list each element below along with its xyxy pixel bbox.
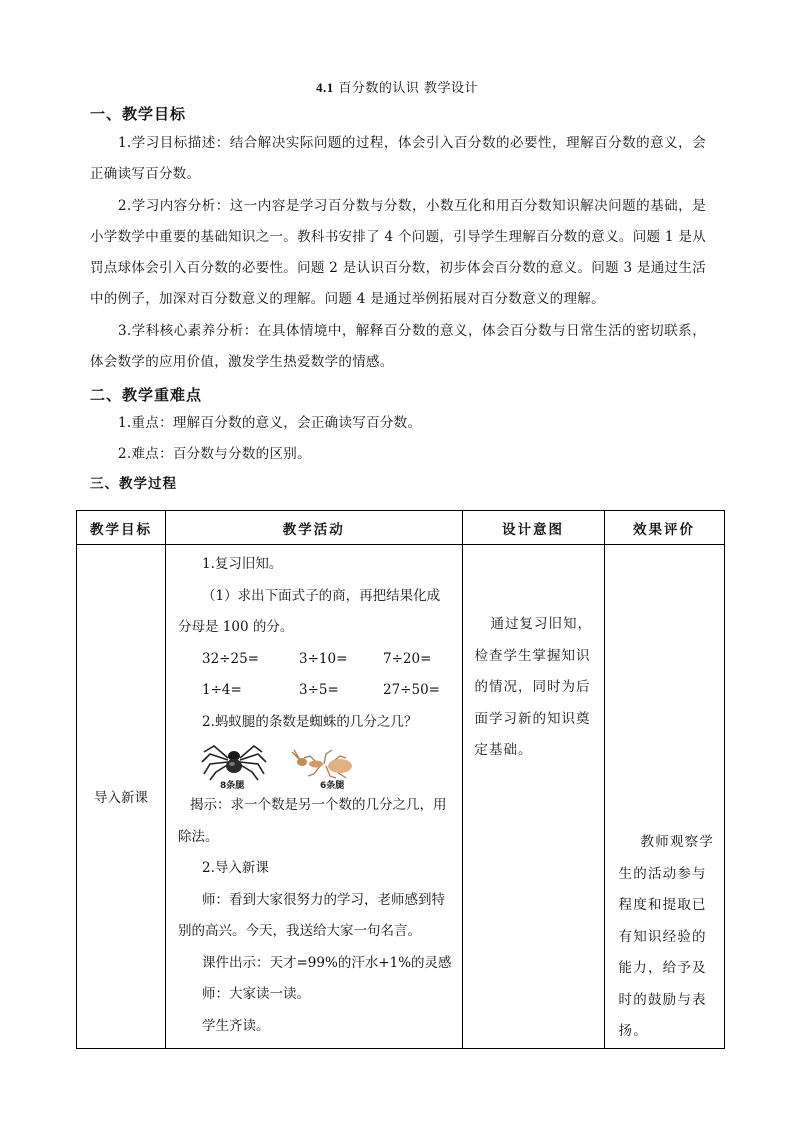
courseware-line: 课件出示：天才=99%的汗水+1%的灵感 [202,954,452,971]
calc-row-2 [178,675,452,707]
difficulty-paragraph: 2.难点：百分数与分数的区别。 [118,446,311,462]
calc-item: 27÷50= [383,682,440,698]
calc-item: 3÷5= [299,682,339,698]
spider-image [202,746,266,790]
question-2: 2.蚂蚁腿的条数是蜘蛛的几分之几？ [202,713,418,730]
teacher-line-2: 师：大家读一读。 [202,986,310,1002]
header-activity: 教学活动 [166,511,463,545]
evaluation-text: 教师观察学生的活动参与程度和提取已有知识经验的能力，给予及时的鼓励与表扬。 [618,834,715,1039]
header-goal: 教学目标 [77,511,166,545]
intro-label: 2.导入新课 [202,860,269,876]
goal-cell [77,545,166,1049]
title-number: 4.1 [315,80,334,95]
calc-item: 32÷25= [202,650,259,667]
spider-label: 8条腿 [220,781,245,790]
spider-ant-svg [200,738,380,790]
calc-item: 7÷20= [383,650,432,667]
section-heading-goals: 一、教学目标 [90,105,187,123]
title-text: 百分数的认识 教学设计 [338,81,479,96]
ant-image [292,750,352,790]
reveal-text: 揭示：求一个数是另一个数的几分之几，用除法。 [178,797,447,845]
teacher-line-1: 师：看到大家很努力的学习，老师感到特别的高兴。今天，我送给大家一句名言。 [178,891,445,939]
activity-cell [166,545,463,1049]
document-title [0,77,794,96]
section-heading-process: 三、教学过程 [90,476,177,492]
evaluation-cell [604,545,724,1049]
intent-text: 通过复习旧知，检查学生掌握知识的情况，同时为后面学习新的知识奠定基础。 [474,616,593,758]
calc-row-1 [178,644,452,676]
calc-item: 1÷4= [202,682,242,698]
header-evaluation: 效果评价 [604,511,724,545]
ant-label: 6条腿 [320,781,345,790]
goal-text: 导入新课 [94,790,148,807]
key-point-paragraph: 1.重点：理解百分数的意义，会正确读写百分数。 [118,415,422,431]
spider-ant-illustration [178,738,452,790]
goal-paragraph-1: 1.学习目标描述：结合解决实际问题的过程，体会引入百分数的必要性，理解百分数的意义，会正确读写百分数。 [90,135,706,182]
students-line: 学生齐读。 [202,1017,270,1034]
section-heading-key-points: 二、教学重难点 [90,386,203,404]
teaching-process-table [76,510,725,1049]
intent-cell [462,545,604,1049]
goal-paragraph-3: 3.学科核心素养分析：在具体情境中，解释百分数的意义，体会百分数与日常生活的密切联系，体会数学的应用价值，激发学生热爱数学的情感。 [90,323,706,370]
header-intent: 设计意图 [462,511,604,545]
question-1: （1）求出下面式子的商，再把结果化成分母是 100 的分。 [178,587,441,635]
goal-paragraph-2: 2.学习内容分析：这一内容是学习百分数与分数，小数互化和用百分数知识解决问题的基础，是小学数学中重要的基础知识之一。教科书安排了 4 个问题，引导学生理解百分数的意义。问题 1 是从罚点球体会引入百分数的必要性。问题 2 是认识百分数，初步体会百分数的意义。问题 3 是通过生活中的例子，加深对百分数意义的理解。问题 4 是通过举例拓展对百分数意义的理解。 [90,198,706,307]
calc-item: 3÷10= [299,650,348,667]
review-label: 1.复习旧知。 [202,556,283,572]
